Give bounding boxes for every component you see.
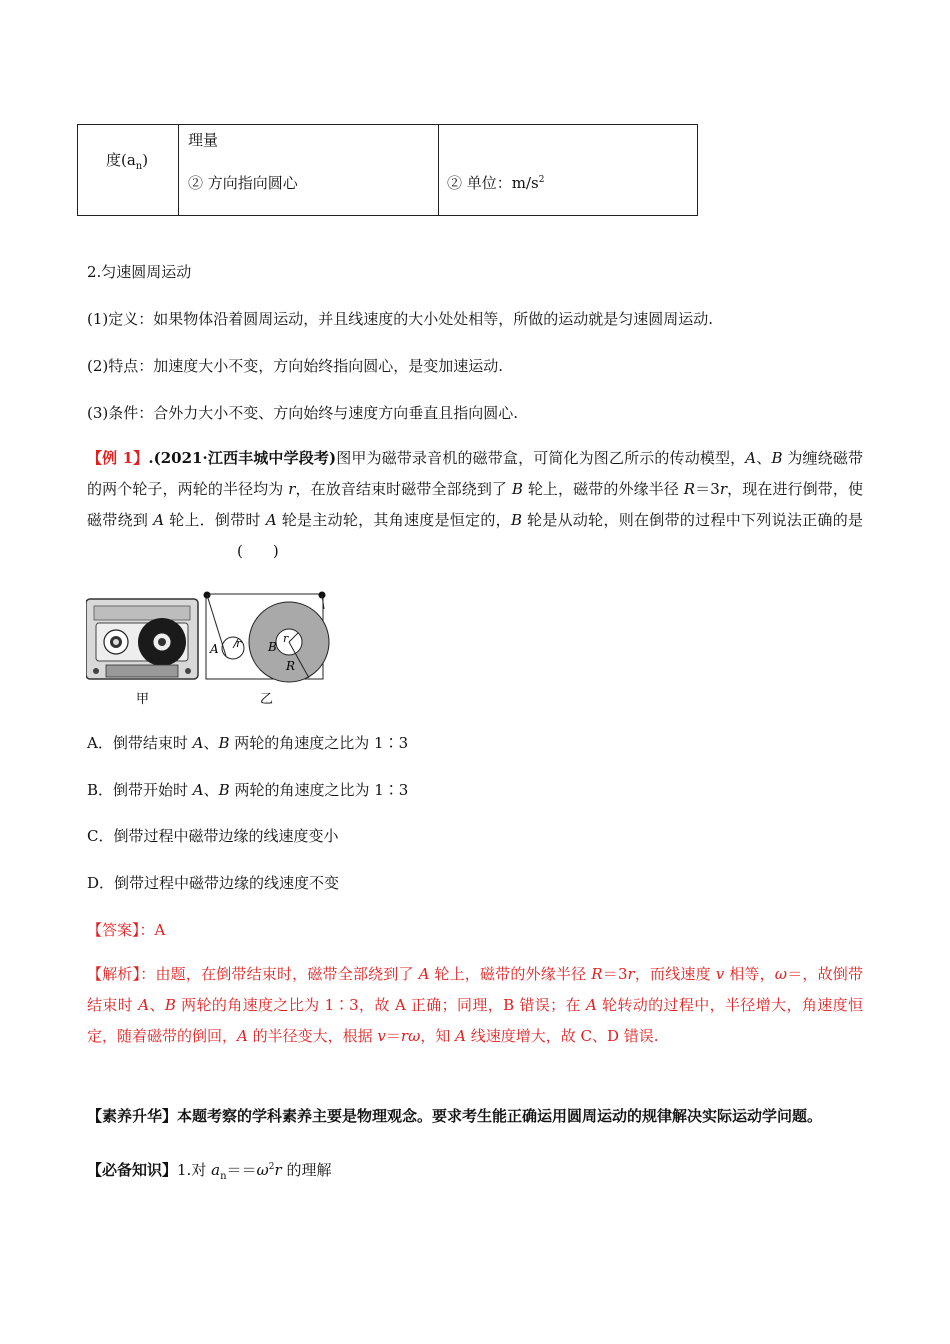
answer-line — [87, 919, 165, 940]
wheel-b-radius-label: r — [283, 632, 289, 645]
table-cell-quantity — [78, 125, 179, 216]
literacy-paragraph: 【素养升华】本题考察的学科素养主要是物理观念。要求考生能正确运用圆周运动的规律解决实际运动学问题。 — [87, 1107, 823, 1125]
option-b: B．倒带开始时 A、B 两轮的角速度之比为 1∶3 — [87, 781, 409, 799]
definition-paragraph: (1)定义：如果物体沿着圆周运动，并且线速度的大小处处相等，所做的运动就是匀速圆周运动. — [87, 310, 714, 328]
answer-bracket: ( ) — [237, 542, 279, 560]
tape-outer-radius-label: R — [286, 659, 296, 673]
table-cell-unit — [439, 125, 698, 216]
definition-table — [77, 124, 698, 216]
transmission-model — [204, 592, 330, 683]
wheel-a-label: A — [210, 642, 219, 656]
analysis-label: 【解析】： — [87, 965, 156, 983]
example-tag: 【例 1】 — [87, 449, 149, 467]
analysis-paragraph: 【解析】：由题，在倒带结束时，磁带全部绕到了 A 轮上，磁带的外缘半径 R＝3r，而线速度 v 相等，ω＝，故倒带结束时 A、B 两轮的角速度之比为 1∶3，故 A 正确；同理，B 错误；在 A 轮转动的过程中，半径增大，角速度恒定，随着磁带的倒回，A 的半径变大，根据 v＝rω，知 A 线速度增大，故 C、D 错误. — [87, 965, 863, 1045]
table-cell-quantity-text: 度$(a_n)$ — [106, 151, 149, 172]
feature-paragraph: (2)特点：加速度大小不变，方向始终指向圆心，是变加速运动. — [87, 357, 504, 375]
answer-label: 【答案】： — [87, 921, 155, 939]
answer-value: A — [154, 921, 166, 939]
figure-label-left: 甲 — [136, 692, 150, 707]
example-question: 【例 1】.(2021·江西丰城中学段考)图甲为磁带录音机的磁带盒，可简化为图乙所示的传动模型，A、B 为缠绕磁带的两个轮子，两轮的半径均为 r，在放音结束时磁带全部绕到了 B 轮上，磁带的外缘半径 R＝3r，现在进行倒带，使磁带绕到 A 轮上．倒带时 A 轮是主动轮，其角速度是恒定的，B 轮是从动轮，则在倒带的过程中下列说法正确的是( ) — [87, 449, 863, 560]
example-source: .(2021·江西丰城中学段考) — [148, 449, 337, 467]
option-c: C．倒带过程中磁带边缘的线速度变小 — [87, 827, 339, 845]
figure-label-right: 乙 — [260, 692, 274, 707]
cassette-photo — [86, 599, 198, 679]
cassette-figure-svg — [86, 589, 331, 709]
cassette-figure — [86, 589, 331, 709]
option-d: D．倒带过程中磁带边缘的线速度不变 — [87, 874, 340, 892]
table-cell-unit-text: ② 单位：$m/s^2$ — [447, 174, 545, 192]
section-title: 2.匀速圆周运动 — [87, 263, 192, 281]
wheel-b-label: B — [268, 640, 277, 654]
option-a: A．倒带结束时 A、B 两轮的角速度之比为 1∶3 — [87, 734, 409, 752]
table-cell-meaning — [179, 125, 439, 216]
table-cell-meaning-line2: ② 方向指向圆心 — [188, 174, 298, 192]
knowledge-line: 【必备知识】1.对 $a_n==\omega^2r$ 的理解 — [87, 1161, 332, 1182]
condition-paragraph: (3)条件：合外力大小不变、方向始终与速度方向垂直且指向圆心. — [87, 404, 519, 422]
wheel-a-radius-label: r — [236, 637, 242, 650]
knowledge-label: 【必备知识】 — [87, 1161, 178, 1179]
table-cell-meaning-line1: 理量 — [188, 131, 219, 149]
